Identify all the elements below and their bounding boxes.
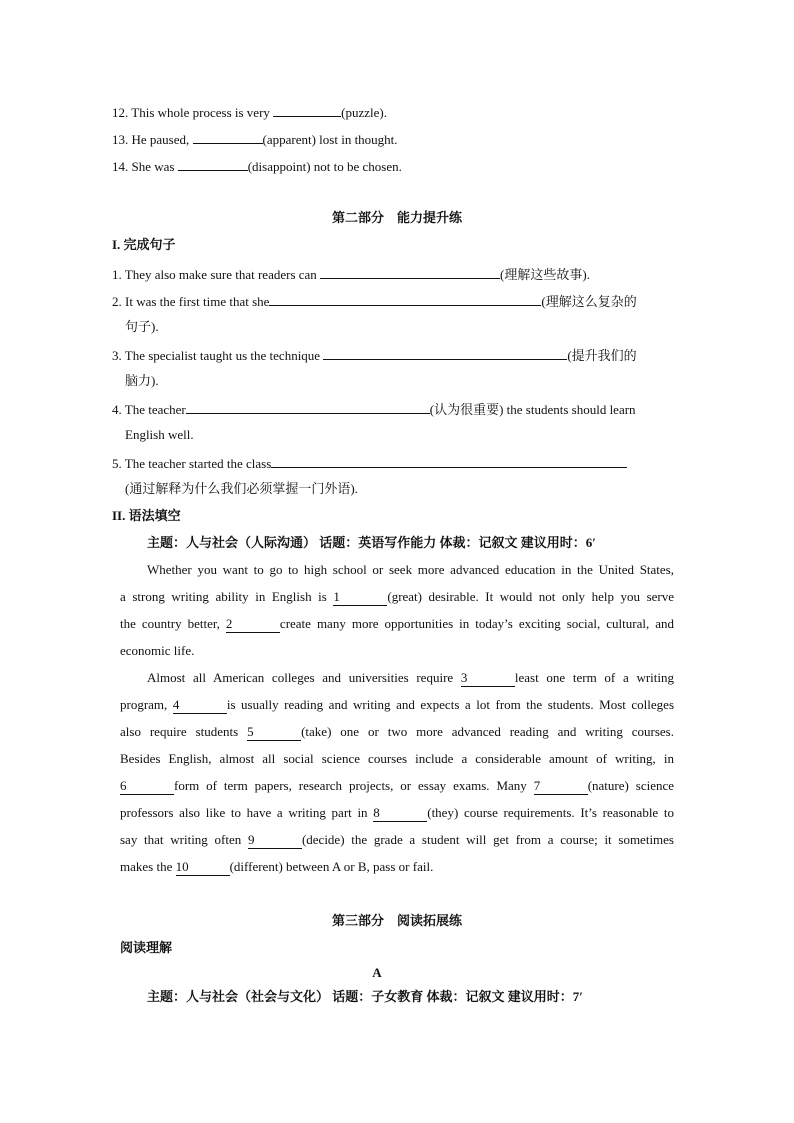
part3-title: 第三部分 阅读拓展练 xyxy=(331,913,462,928)
paragraph-line xyxy=(120,805,674,822)
sentence-2 xyxy=(112,292,637,310)
passage-label: A xyxy=(372,965,382,980)
sentence-4 xyxy=(112,400,636,418)
sentence-5 xyxy=(112,454,627,472)
answer-blank[interactable] xyxy=(273,103,341,117)
paragraph-text: (take) one or two more advanced reading and writing courses. xyxy=(301,724,674,739)
question-hint: (apparent) lost in thought. xyxy=(262,132,398,147)
paragraph-text: makes the xyxy=(120,859,176,874)
passage-meta: 主题：人与社会（社会与文化） 话题：子女教育 体裁：记叙文 建议用时：7′ xyxy=(147,989,583,1004)
question-hint: (puzzle). xyxy=(341,105,387,120)
cloze-blank[interactable]: 4 xyxy=(173,697,227,714)
paragraph-line xyxy=(120,724,674,741)
paragraph-line xyxy=(120,832,674,849)
answer-blank[interactable] xyxy=(269,292,541,306)
cloze-blank[interactable]: 6 xyxy=(120,778,174,795)
paragraph-text: also require students xyxy=(120,724,248,739)
cloze-blank[interactable]: 1 xyxy=(333,589,387,606)
cloze-blank[interactable]: 2 xyxy=(226,616,280,633)
sentence-text: 1. They also make sure that readers can xyxy=(112,267,321,282)
paragraph-line xyxy=(120,697,674,714)
paragraph-line xyxy=(120,643,194,659)
cloze-blank[interactable]: 7 xyxy=(534,778,588,795)
answer-blank[interactable] xyxy=(271,454,627,468)
question-14 xyxy=(112,157,402,175)
paragraph-text: professors also like to have a writing part in xyxy=(120,805,374,820)
paragraph-text: (great) desirable. It would not only help you serve xyxy=(387,589,674,604)
paragraph-text: create many more opportunities in today’s exciting social, cultural, and xyxy=(279,616,674,631)
answer-blank[interactable] xyxy=(323,346,567,360)
sentence-2-cont: 句子). xyxy=(125,319,159,334)
question-12 xyxy=(112,103,387,121)
sentence-5-cont: (通过解释为什么我们必须掌握一门外语). xyxy=(125,481,358,496)
answer-blank[interactable] xyxy=(320,265,500,279)
question-text: 13. He paused, xyxy=(112,132,193,147)
paragraph-text: (they) course requirements. It’s reasonable to xyxy=(427,805,674,820)
cloze-blank[interactable]: 9 xyxy=(248,832,302,849)
answer-blank[interactable] xyxy=(178,157,248,171)
sentence-1 xyxy=(112,265,590,283)
paragraph-text: (different) between A or B, pass or fail. xyxy=(229,859,434,874)
question-13 xyxy=(112,130,398,148)
paragraph-text: (nature) science xyxy=(587,778,675,793)
section-complete-sentences-title: I. 完成句子 xyxy=(112,237,176,252)
paragraph-text: least one term of a writing xyxy=(514,670,674,685)
answer-blank[interactable] xyxy=(193,130,263,144)
sentence-hint: (理解这么复杂的 xyxy=(541,294,637,309)
paragraph-text: economic life. xyxy=(120,643,195,658)
sentence-text: 2. It was the first time that she xyxy=(112,294,270,309)
paragraph-line xyxy=(120,616,674,633)
paragraph-line xyxy=(120,859,433,876)
paragraph-line xyxy=(147,562,674,578)
sentence-3-cont: 脑力). xyxy=(125,373,159,388)
paragraph-text: Almost all American colleges and universities require xyxy=(147,670,461,685)
sentence-3 xyxy=(112,346,637,364)
paragraph-line xyxy=(120,751,674,767)
part2-title: 第二部分 能力提升练 xyxy=(331,210,462,225)
paragraph-text: say that writing often xyxy=(120,832,248,847)
paragraph-text: Whether you want to go to high school or seek more advanced education in the United States, xyxy=(147,562,674,577)
paragraph-text: is usually reading and writing and expects a lot from the students. Most colleges xyxy=(226,697,675,712)
paragraph-text: the country better, xyxy=(120,616,226,631)
cloze-blank[interactable]: 8 xyxy=(373,805,427,822)
sentence-text: 4. The teacher xyxy=(112,402,186,417)
cloze-blank[interactable]: 3 xyxy=(461,670,515,687)
cloze-blank[interactable]: 5 xyxy=(247,724,301,741)
paragraph-text: Besides English, almost all social science courses include a considerable amount of writing, in xyxy=(120,751,674,766)
answer-blank[interactable] xyxy=(186,400,430,414)
question-text: 14. She was xyxy=(112,159,178,174)
paragraph-line xyxy=(147,670,674,687)
cloze-blank[interactable]: 10 xyxy=(176,859,230,876)
paragraph-text: a strong writing ability in English is xyxy=(120,589,334,604)
paragraph-text: program, xyxy=(120,697,173,712)
section-grammar-fill-title: II. 语法填空 xyxy=(112,508,181,523)
sentence-text: 5. The teacher started the class xyxy=(112,456,272,471)
paragraph-text: (decide) the grade a student will get from a course; it sometimes xyxy=(301,832,674,847)
reading-comprehension-title: 阅读理解 xyxy=(120,940,173,955)
paragraph-text: form of term papers, research projects, or essay exams. Many xyxy=(174,778,534,793)
sentence-hint: (提升我们的 xyxy=(567,348,637,363)
sentence-4-cont: English well. xyxy=(125,427,194,442)
paragraph-line xyxy=(120,778,674,795)
question-text: 12. This whole process is very xyxy=(112,105,274,120)
sentence-text: 3. The specialist taught us the technique xyxy=(112,348,324,363)
paragraph-line xyxy=(120,589,674,606)
passage-meta: 主题：人与社会（人际沟通） 话题：英语写作能力 体裁：记叙文 建议用时：6′ xyxy=(147,535,596,550)
question-hint: (disappoint) not to be chosen. xyxy=(247,159,402,174)
sentence-hint: (理解这些故事). xyxy=(500,267,590,282)
sentence-hint: (认为很重要) the students should learn xyxy=(429,402,636,417)
